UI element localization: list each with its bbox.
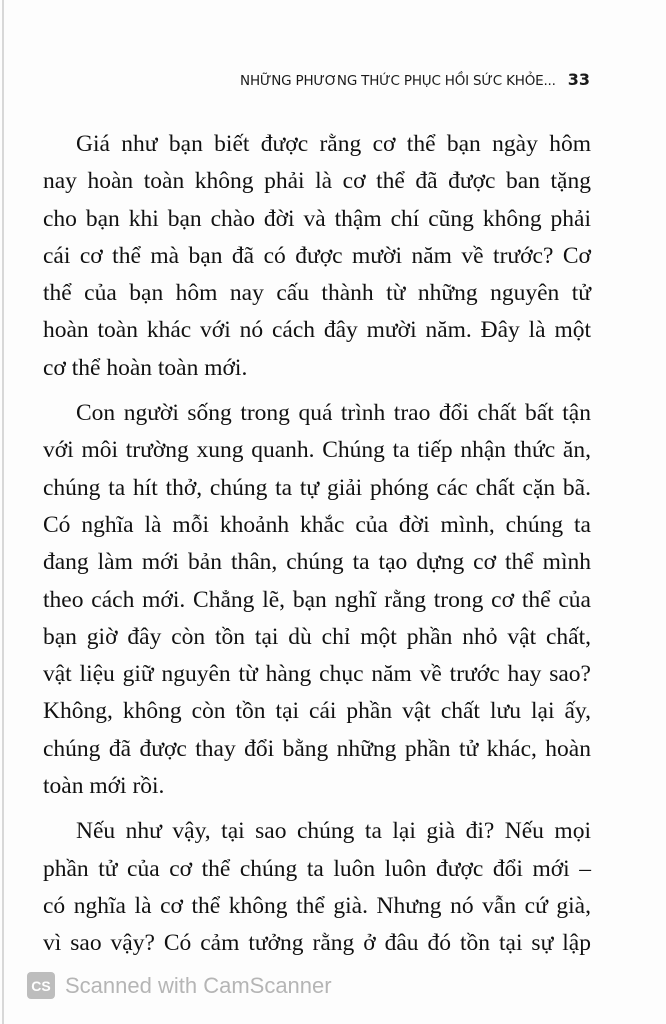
paragraph	[43, 813, 591, 962]
text-line: hoàn toàn khác với nó cách đây mười năm. Đây là một	[43, 317, 591, 344]
running-title: NHỮNG PHƯƠNG THỨC PHỤC HỒI SỨC KHỎE...	[240, 73, 556, 89]
text-line: Không, không còn tồn tại cái phần vật chất lưu lại ấy,	[43, 698, 591, 725]
text-line: cái cơ thể mà bạn đã có được mười năm về trước? Cơ	[43, 242, 591, 269]
text-line: Con người sống trong quá trình trao đổi chất bất tận	[76, 400, 591, 427]
text-line: vì sao vậy? Có cảm tưởng rằng ở đâu đó tồn tại sự lập	[43, 930, 591, 957]
paragraph	[43, 126, 591, 387]
text-line: thể của bạn hôm nay cấu thành từ những nguyên tử	[43, 280, 591, 307]
text-line: nay hoàn toàn không phải là cơ thể đã được ban tặng	[43, 168, 591, 195]
text-line: vật liệu giữ nguyên từ hàng chục năm về trước hay sao?	[43, 661, 591, 688]
text-line: đang làm mới bản thân, chúng ta tạo dựng cơ thể mình	[43, 549, 591, 576]
text-line: chúng đã được thay đổi bằng những phần tử khác, hoàn	[43, 735, 591, 762]
paragraph	[43, 395, 591, 805]
page-number: 33	[567, 70, 590, 89]
text-line: với môi trường xung quanh. Chúng ta tiếp nhận thức ăn,	[43, 437, 591, 464]
watermark-text: Scanned with CamScanner	[65, 972, 332, 998]
text-line: có nghĩa là cơ thể không thể già. Nhưng nó vẫn cứ già,	[43, 892, 591, 919]
text-line: bạn giờ đây còn tồn tại dù chỉ một phần nhỏ vật chất,	[43, 623, 591, 650]
running-header	[0, 70, 590, 89]
text-line: cho bạn khi bạn chào đời và thậm chí cũng không phải	[43, 205, 591, 232]
camscanner-logo-icon	[27, 972, 55, 999]
logo-text: CS	[31, 977, 51, 994]
camscanner-watermark	[27, 972, 332, 999]
page-edge	[2, 0, 4, 1024]
text-line: phần tử của cơ thể chúng ta luôn luôn được đổi mới –	[43, 855, 591, 882]
text-line: theo cách mới. Chẳng lẽ, bạn nghĩ rằng trong cơ thể của	[43, 586, 591, 613]
body-text	[43, 126, 591, 971]
text-line: chúng ta hít thở, chúng ta tự giải phóng các chất cặn bã.	[43, 474, 591, 501]
text-line: Có nghĩa là mỗi khoảnh khắc của đời mình, chúng ta	[43, 511, 591, 538]
text-line: Nếu như vậy, tại sao chúng ta lại già đi? Nếu mọi	[76, 818, 591, 845]
text-line: Giá như bạn biết được rằng cơ thể bạn ngày hôm	[76, 131, 591, 157]
text-line: toàn mới rồi.	[43, 773, 165, 800]
text-line: cơ thể hoàn toàn mới.	[43, 354, 248, 381]
